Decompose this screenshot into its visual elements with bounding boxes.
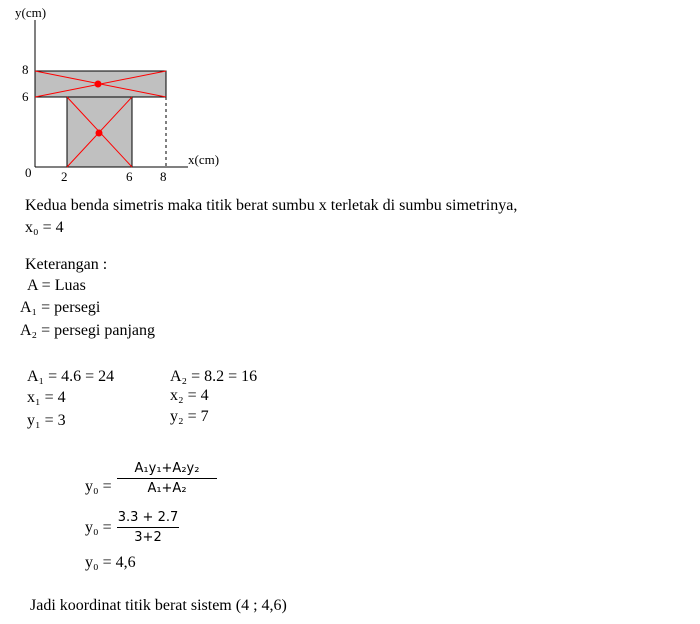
numeric-denominator: 3+2 bbox=[134, 530, 162, 545]
symbolic-fraction bbox=[117, 461, 217, 496]
y1-value: y₁ = 3 bbox=[27, 412, 66, 429]
y-axis-label: y(cm) bbox=[15, 5, 47, 20]
y-tick-6: 6 bbox=[22, 89, 29, 104]
x1-value: x₁ = 4 bbox=[27, 389, 66, 406]
a1-calculation: A₁ = 4.6 = 24 bbox=[27, 368, 115, 385]
centroid-a1 bbox=[96, 130, 103, 137]
a2-definition: A₂ = persegi panjang bbox=[20, 322, 156, 339]
keterangan-heading: Keterangan : bbox=[25, 256, 108, 273]
y-tick-8: 8 bbox=[22, 62, 29, 77]
centroid-a2 bbox=[95, 81, 102, 88]
x-axis-label: x(cm) bbox=[188, 152, 220, 167]
x-tick-6: 6 bbox=[126, 169, 133, 184]
symbolic-denominator: A₁+A₂ bbox=[147, 481, 187, 496]
x-tick-8: 8 bbox=[160, 169, 167, 184]
symbolic-numerator: A₁y₁+A₂y₂ bbox=[134, 461, 200, 476]
fraction-bar bbox=[117, 478, 217, 479]
a2-calculation: A₂ = 8.2 = 16 bbox=[170, 368, 258, 385]
numeric-numerator: 3.3 + 2.7 bbox=[117, 510, 179, 525]
a-definition: A = Luas bbox=[27, 277, 86, 294]
x2-value: x₂ = 4 bbox=[170, 387, 209, 404]
y0-lhs-numeric: y₀ = bbox=[85, 519, 112, 536]
conclusion: Jadi koordinat titik berat sistem (4 ; 4,6) bbox=[30, 597, 287, 614]
y2-value: y₂ = 7 bbox=[170, 408, 209, 425]
fraction-bar bbox=[117, 527, 179, 528]
x-tick-2: 2 bbox=[61, 169, 68, 184]
numeric-fraction bbox=[117, 510, 179, 545]
centroid-figure bbox=[0, 0, 260, 185]
x0-result: x₀ = 4 bbox=[25, 219, 64, 236]
symmetry-statement: Kedua benda simetris maka titik berat sumbu x terletak di sumbu simetrinya, bbox=[25, 197, 518, 214]
y0-lhs-symbolic: y₀ = bbox=[85, 478, 112, 495]
y0-result: y₀ = 4,6 bbox=[85, 554, 136, 571]
a1-definition: A₁ = persegi bbox=[20, 299, 101, 316]
y-tick-0: 0 bbox=[25, 165, 32, 180]
